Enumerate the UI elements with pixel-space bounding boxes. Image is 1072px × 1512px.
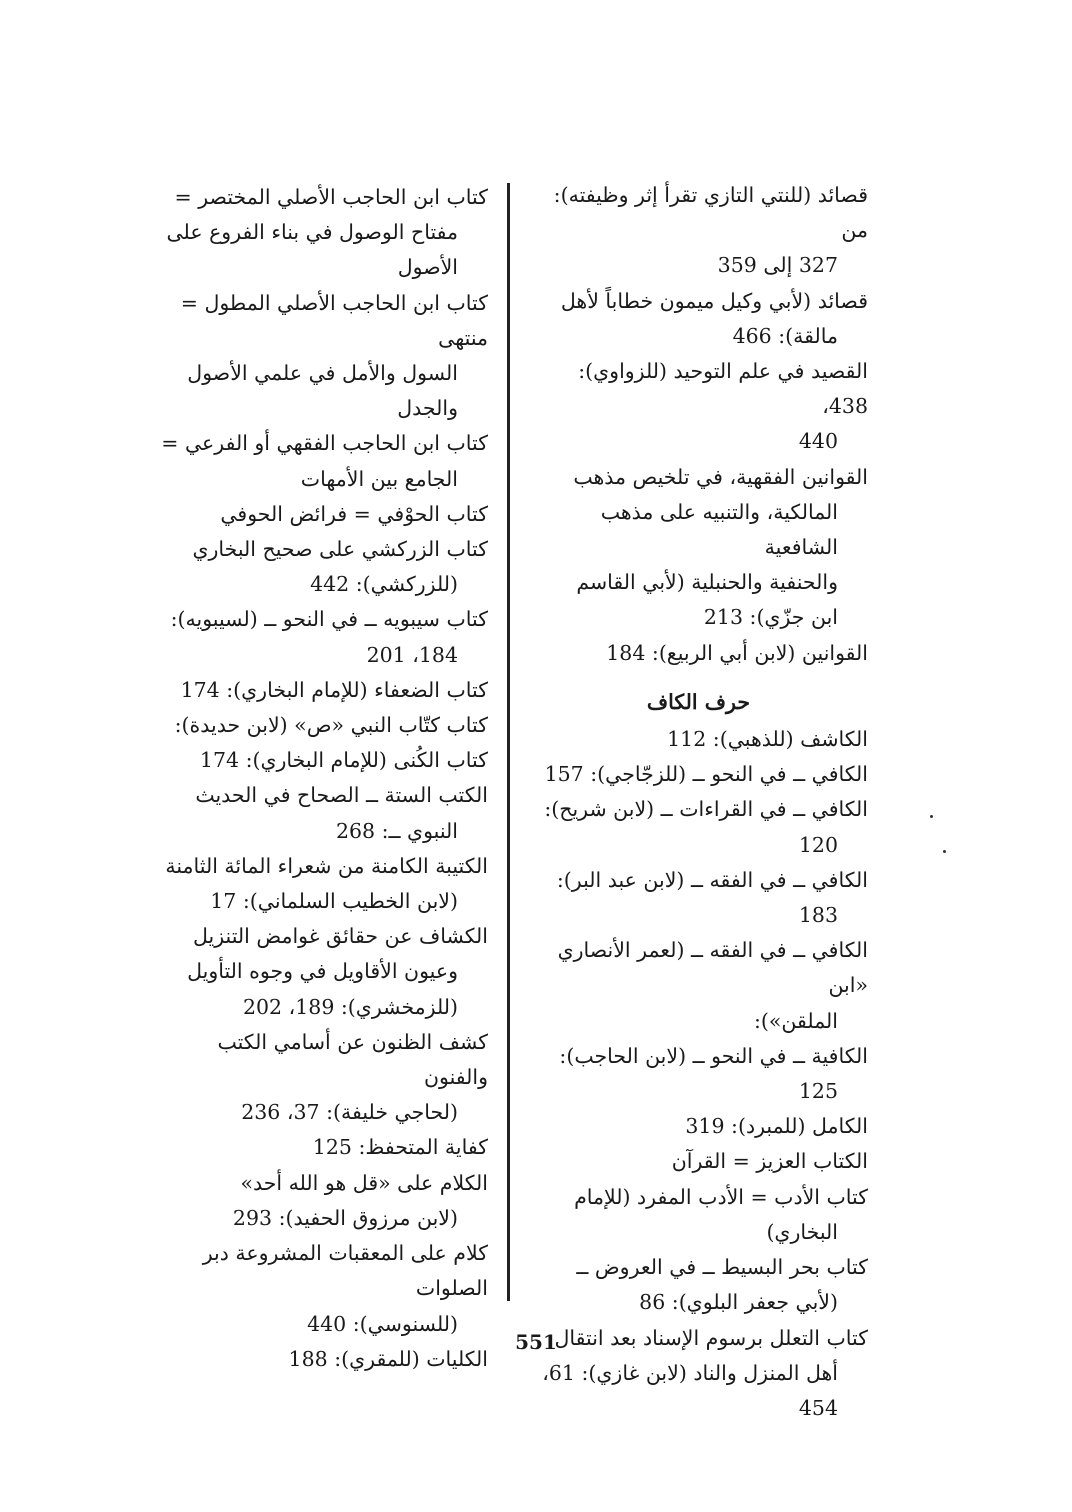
entry-continuation-line: 120 (798, 832, 838, 857)
entry-line: الكامل (للمبرد): 319 (685, 1114, 868, 1139)
index-entry (150, 180, 488, 286)
index-entry (150, 1130, 488, 1165)
index-entry (532, 1144, 868, 1179)
entry-line: الكلام على «قل هو الله أحد» (240, 1170, 488, 1195)
scan-speck (930, 815, 933, 818)
entry-line: كتاب ابن الحاجب الأصلي المطول = منتهى (180, 290, 488, 350)
entry-continuation-line: الجامع بين الأمهات (300, 466, 458, 491)
left-column (150, 180, 488, 1377)
index-entry (150, 532, 488, 602)
entry-continuation-line: (للسنوسي): 440 (307, 1311, 458, 1336)
index-entry (150, 778, 488, 848)
index-entry (150, 602, 488, 672)
entry-line: كتاب الزركشي على صحيح البخاري (192, 537, 488, 562)
entry-continuation-line: (لأبي جعفر البلوي): 86 (639, 1290, 838, 1315)
index-entry (150, 673, 488, 708)
entry-line: الكاشف (للذهبي): 112 (667, 727, 868, 752)
entry-line: كلام على المعقبات المشروعة دبر الصلوات (202, 1241, 488, 1301)
entry-continuation-line: الملقن»): (753, 1008, 838, 1033)
entry-continuation-line: النبوي ــ: 268 (335, 818, 458, 843)
index-entry (150, 426, 488, 496)
index-entry (150, 1025, 488, 1131)
entry-line: الكشاف عن حقائق غوامض التنزيل (193, 924, 488, 949)
scan-speck (943, 850, 946, 853)
index-entry (532, 757, 868, 792)
entry-line: الكتب الستة ــ الصحاح في الحديث (195, 783, 488, 808)
right-column-bottom-entries (532, 722, 868, 1426)
entry-line: كفاية المتحفظ: 125 (312, 1135, 488, 1160)
index-entry (150, 743, 488, 778)
index-entry (532, 354, 868, 460)
index-entry (532, 1109, 868, 1144)
index-entry (532, 933, 868, 1039)
left-column-entries (150, 180, 488, 1377)
index-entry (150, 849, 488, 919)
entry-line: كتاب الحوْفي = فرائض الحوفي (220, 501, 488, 526)
entry-continuation-line: (للزركشي): 442 (310, 572, 458, 597)
entry-line: كتاب التعلل برسوم الإسناد بعد انتقال (554, 1325, 868, 1350)
entry-line: الكتاب العزيز = القرآن (671, 1149, 868, 1174)
index-entry (532, 1250, 868, 1320)
index-entry (532, 460, 868, 636)
right-column-top-entries (532, 178, 868, 671)
index-entry (150, 286, 488, 427)
entry-continuation-line: السول والأمل في علمي الأصول والجدل (187, 361, 458, 421)
entry-line: القوانين الفقهية، في تلخيص مذهب (573, 464, 868, 489)
entry-continuation-line: 125 (798, 1079, 838, 1104)
index-entry (150, 1236, 488, 1342)
column-divider (507, 183, 510, 1301)
index-entry (532, 636, 868, 671)
entry-continuation-line: مفتاح الوصول في بناء الفروع على (166, 220, 458, 245)
entry-line: كتاب كتّاب النبي «ص» (لابن حديدة): (174, 713, 488, 738)
entry-line: الكافي ــ في الفقه ــ (لابن عبد البر): (556, 867, 868, 892)
entry-continuation-line: 183 (798, 903, 838, 928)
entry-continuation-line: (لابن الخطيب السلماني): 17 (210, 889, 458, 914)
entry-continuation-line: 454 (798, 1395, 838, 1420)
entry-line: قصائد (للنتي التازي تقرأ إثر وظيفته): من (553, 183, 868, 243)
entry-continuation-line: أهل المنزل والناد (لابن غازي): 61، (542, 1360, 838, 1385)
entry-line: الكافي ــ في النحو ــ (للزجّاجي): 157 (544, 762, 868, 787)
entry-continuation-line: (لابن مرزوق الحفيد): 293 (232, 1205, 458, 1230)
entry-continuation-line: مالقة): 466 (732, 323, 838, 348)
index-entry (150, 919, 488, 1025)
page-number: 551 (515, 1330, 557, 1354)
entry-line: الكليات (للمقري): 188 (288, 1346, 488, 1371)
entry-line: الكتيبة الكامنة من شعراء المائة الثامنة (165, 853, 488, 878)
entry-line: القصيد في علم التوحيد (للزواوي): 438، (578, 359, 868, 419)
entry-continuation-line: البخاري) (766, 1219, 838, 1244)
index-entry (532, 1180, 868, 1250)
entry-continuation-line: المالكية، والتنبيه على مذهب الشافعية (600, 499, 838, 560)
index-entry (150, 708, 488, 743)
entry-line: كتاب الضعفاء (للإمام البخاري): 174 (180, 677, 488, 702)
right-column (532, 178, 868, 1426)
index-entry (532, 178, 868, 284)
entry-line: كتاب بحر البسيط ــ في العروض ــ (576, 1255, 868, 1280)
entry-line: كتاب سيبويه ــ في النحو ــ (لسيبويه): (170, 607, 488, 632)
entry-continuation-line: الأصول (397, 255, 458, 280)
entry-continuation-line: 327 إلى 359 (717, 253, 838, 278)
entry-line: الكافي ــ في القراءات ــ (لابن شريح): (544, 797, 868, 822)
index-entry (532, 722, 868, 757)
index-entry (532, 863, 868, 933)
section-heading-kaf: حرف الكاف (646, 689, 750, 714)
entry-continuation-line: (للزمخشري): 189، 202 (242, 994, 458, 1019)
entry-continuation-line: 440 (798, 429, 838, 454)
entry-continuation-line: ابن جزّي): 213 (703, 605, 838, 630)
entry-line: كتاب ابن الحاجب الفقهي أو الفرعي = (161, 431, 488, 456)
index-entry (532, 284, 868, 354)
entry-continuation-line: 184، 201 (366, 642, 458, 667)
entry-line: كتاب الأدب = الأدب المفرد (للإمام (574, 1184, 868, 1209)
entry-line: كتاب ابن الحاجب الأصلي المختصر = (174, 185, 488, 209)
entry-continuation-line: وعيون الأقاويل في وجوه التأويل (187, 959, 458, 984)
index-entry (150, 497, 488, 532)
entry-line: الكافية ــ في النحو ــ (لابن الحاجب): (559, 1043, 868, 1068)
entry-line: الكافي ــ في الفقه ــ (لعمر الأنصاري «ابن (557, 938, 868, 998)
entry-line: كتاب الكُنى (للإمام البخاري): 174 (199, 748, 488, 773)
entry-continuation-line: (لحاجي خليفة): 37، 236 (241, 1100, 458, 1125)
entry-continuation-line: والحنفية والحنبلية (لأبي القاسم (576, 570, 838, 595)
index-entry (150, 1166, 488, 1236)
index-entry (532, 1039, 868, 1109)
entry-line: قصائد (لأبي وكيل ميمون خطاباً لأهل (560, 288, 868, 313)
entry-line: كشف الظنون عن أسامي الكتب والفنون (217, 1029, 488, 1090)
index-entry (532, 792, 868, 862)
entry-line: القوانين (لابن أبي الربيع): 184 (606, 640, 868, 665)
